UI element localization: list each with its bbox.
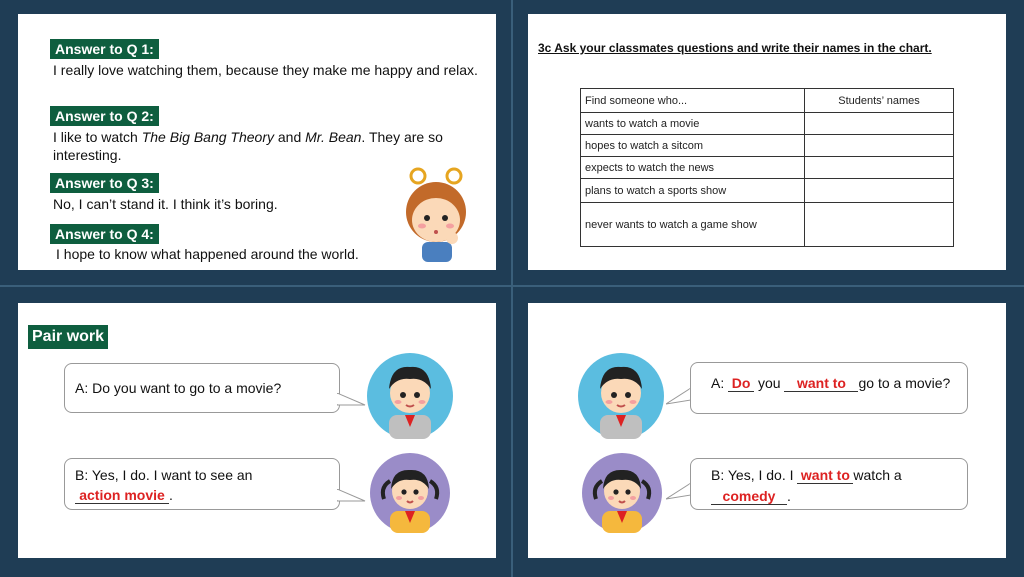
answer-q1-label: Answer to Q 1: <box>50 39 159 59</box>
table-cell: wants to watch a movie <box>581 113 805 135</box>
speech-bubble-a <box>64 363 340 413</box>
bubble-b-line2 <box>711 488 791 505</box>
bubble-a-text: A: Do you want to go to a movie? <box>75 380 282 396</box>
girl-avatar-icon <box>370 453 450 533</box>
answer-blank: want to <box>797 467 853 484</box>
bubble-b-tail <box>666 483 692 505</box>
answer-q2-mid: and <box>274 129 306 145</box>
answer-blank: Do <box>728 375 754 392</box>
table-row <box>581 203 954 247</box>
bubble-b-prefix: B: Yes, I do. I <box>711 467 798 483</box>
bubble-b-text: B: Yes, I do. I want to see an <box>75 467 253 483</box>
bubble-a-line <box>711 375 950 392</box>
bubble-a-mid: you <box>754 375 785 391</box>
answer-blank: comedy <box>711 488 787 505</box>
bubble-b-line1 <box>711 467 902 484</box>
name-cell[interactable] <box>805 113 954 135</box>
bubble-a-end: go to a movie? <box>858 375 951 391</box>
table-header: Students’ names <box>805 89 954 113</box>
slide-answers <box>18 14 496 270</box>
name-cell[interactable] <box>805 135 954 157</box>
bubble-b-tail <box>337 489 367 509</box>
answer-q3-label: Answer to Q 3: <box>50 173 159 193</box>
answer-q3-text: No, I can’t stand it. I think it’s boring. <box>53 196 278 212</box>
table-header: Find someone who... <box>581 89 805 113</box>
table-row <box>581 157 954 179</box>
slide-chart <box>528 14 1006 270</box>
answer-q2-label: Answer to Q 2: <box>50 106 159 126</box>
survey-chart <box>580 88 954 247</box>
speech-bubble-b <box>64 458 340 510</box>
name-cell[interactable] <box>805 157 954 179</box>
name-cell[interactable] <box>805 179 954 203</box>
table-row <box>581 179 954 203</box>
show-title-2: Mr. Bean <box>305 129 362 145</box>
bubble-b-end: . <box>169 487 173 503</box>
girl-avatar-icon <box>582 453 662 533</box>
answer-q2-post: . They are so interesting. <box>53 129 443 163</box>
answer-q2-pre: I like to watch <box>53 129 142 145</box>
show-title-1: The Big Bang Theory <box>141 129 274 145</box>
table-header-row <box>581 89 954 113</box>
bubble-a-prefix: A: <box>711 375 729 391</box>
boy-avatar-icon <box>367 353 453 439</box>
pair-work-label: Pair work <box>28 325 108 349</box>
thinking-girl-icon <box>396 164 476 264</box>
bubble-b-end: . <box>787 488 791 504</box>
speech-bubble-b <box>690 458 968 510</box>
table-cell: never wants to watch a game show <box>581 203 805 247</box>
bubble-a-tail <box>666 388 692 410</box>
table-cell: hopes to watch a sitcom <box>581 135 805 157</box>
activity-title: 3c Ask your classmates questions and write their names in the chart. <box>538 41 932 55</box>
bubble-b-mid: watch a <box>853 467 902 483</box>
answer-blank: action movie <box>75 487 169 504</box>
table-row <box>581 113 954 135</box>
speech-bubble-a <box>690 362 968 414</box>
slide-divider-vertical <box>511 0 513 577</box>
slide-pair-work <box>18 303 496 558</box>
bubble-a-tail <box>337 393 367 413</box>
table-cell: plans to watch a sports show <box>581 179 805 203</box>
slide-divider-horizontal <box>0 285 1024 287</box>
answer-q1-text: I really love watching them, because they make me happy and relax. <box>53 62 478 78</box>
table-cell: expects to watch the news <box>581 157 805 179</box>
table-row <box>581 135 954 157</box>
bubble-b-answer-line <box>75 487 173 504</box>
slide-fill-blanks <box>528 303 1006 558</box>
name-cell[interactable] <box>805 203 954 247</box>
answer-q2-text <box>53 128 483 164</box>
answer-q4-text: I hope to know what happened around the world. <box>56 246 359 262</box>
answer-blank: want to <box>784 375 858 392</box>
answer-q4-label: Answer to Q 4: <box>50 224 159 244</box>
boy-avatar-icon <box>578 353 664 439</box>
